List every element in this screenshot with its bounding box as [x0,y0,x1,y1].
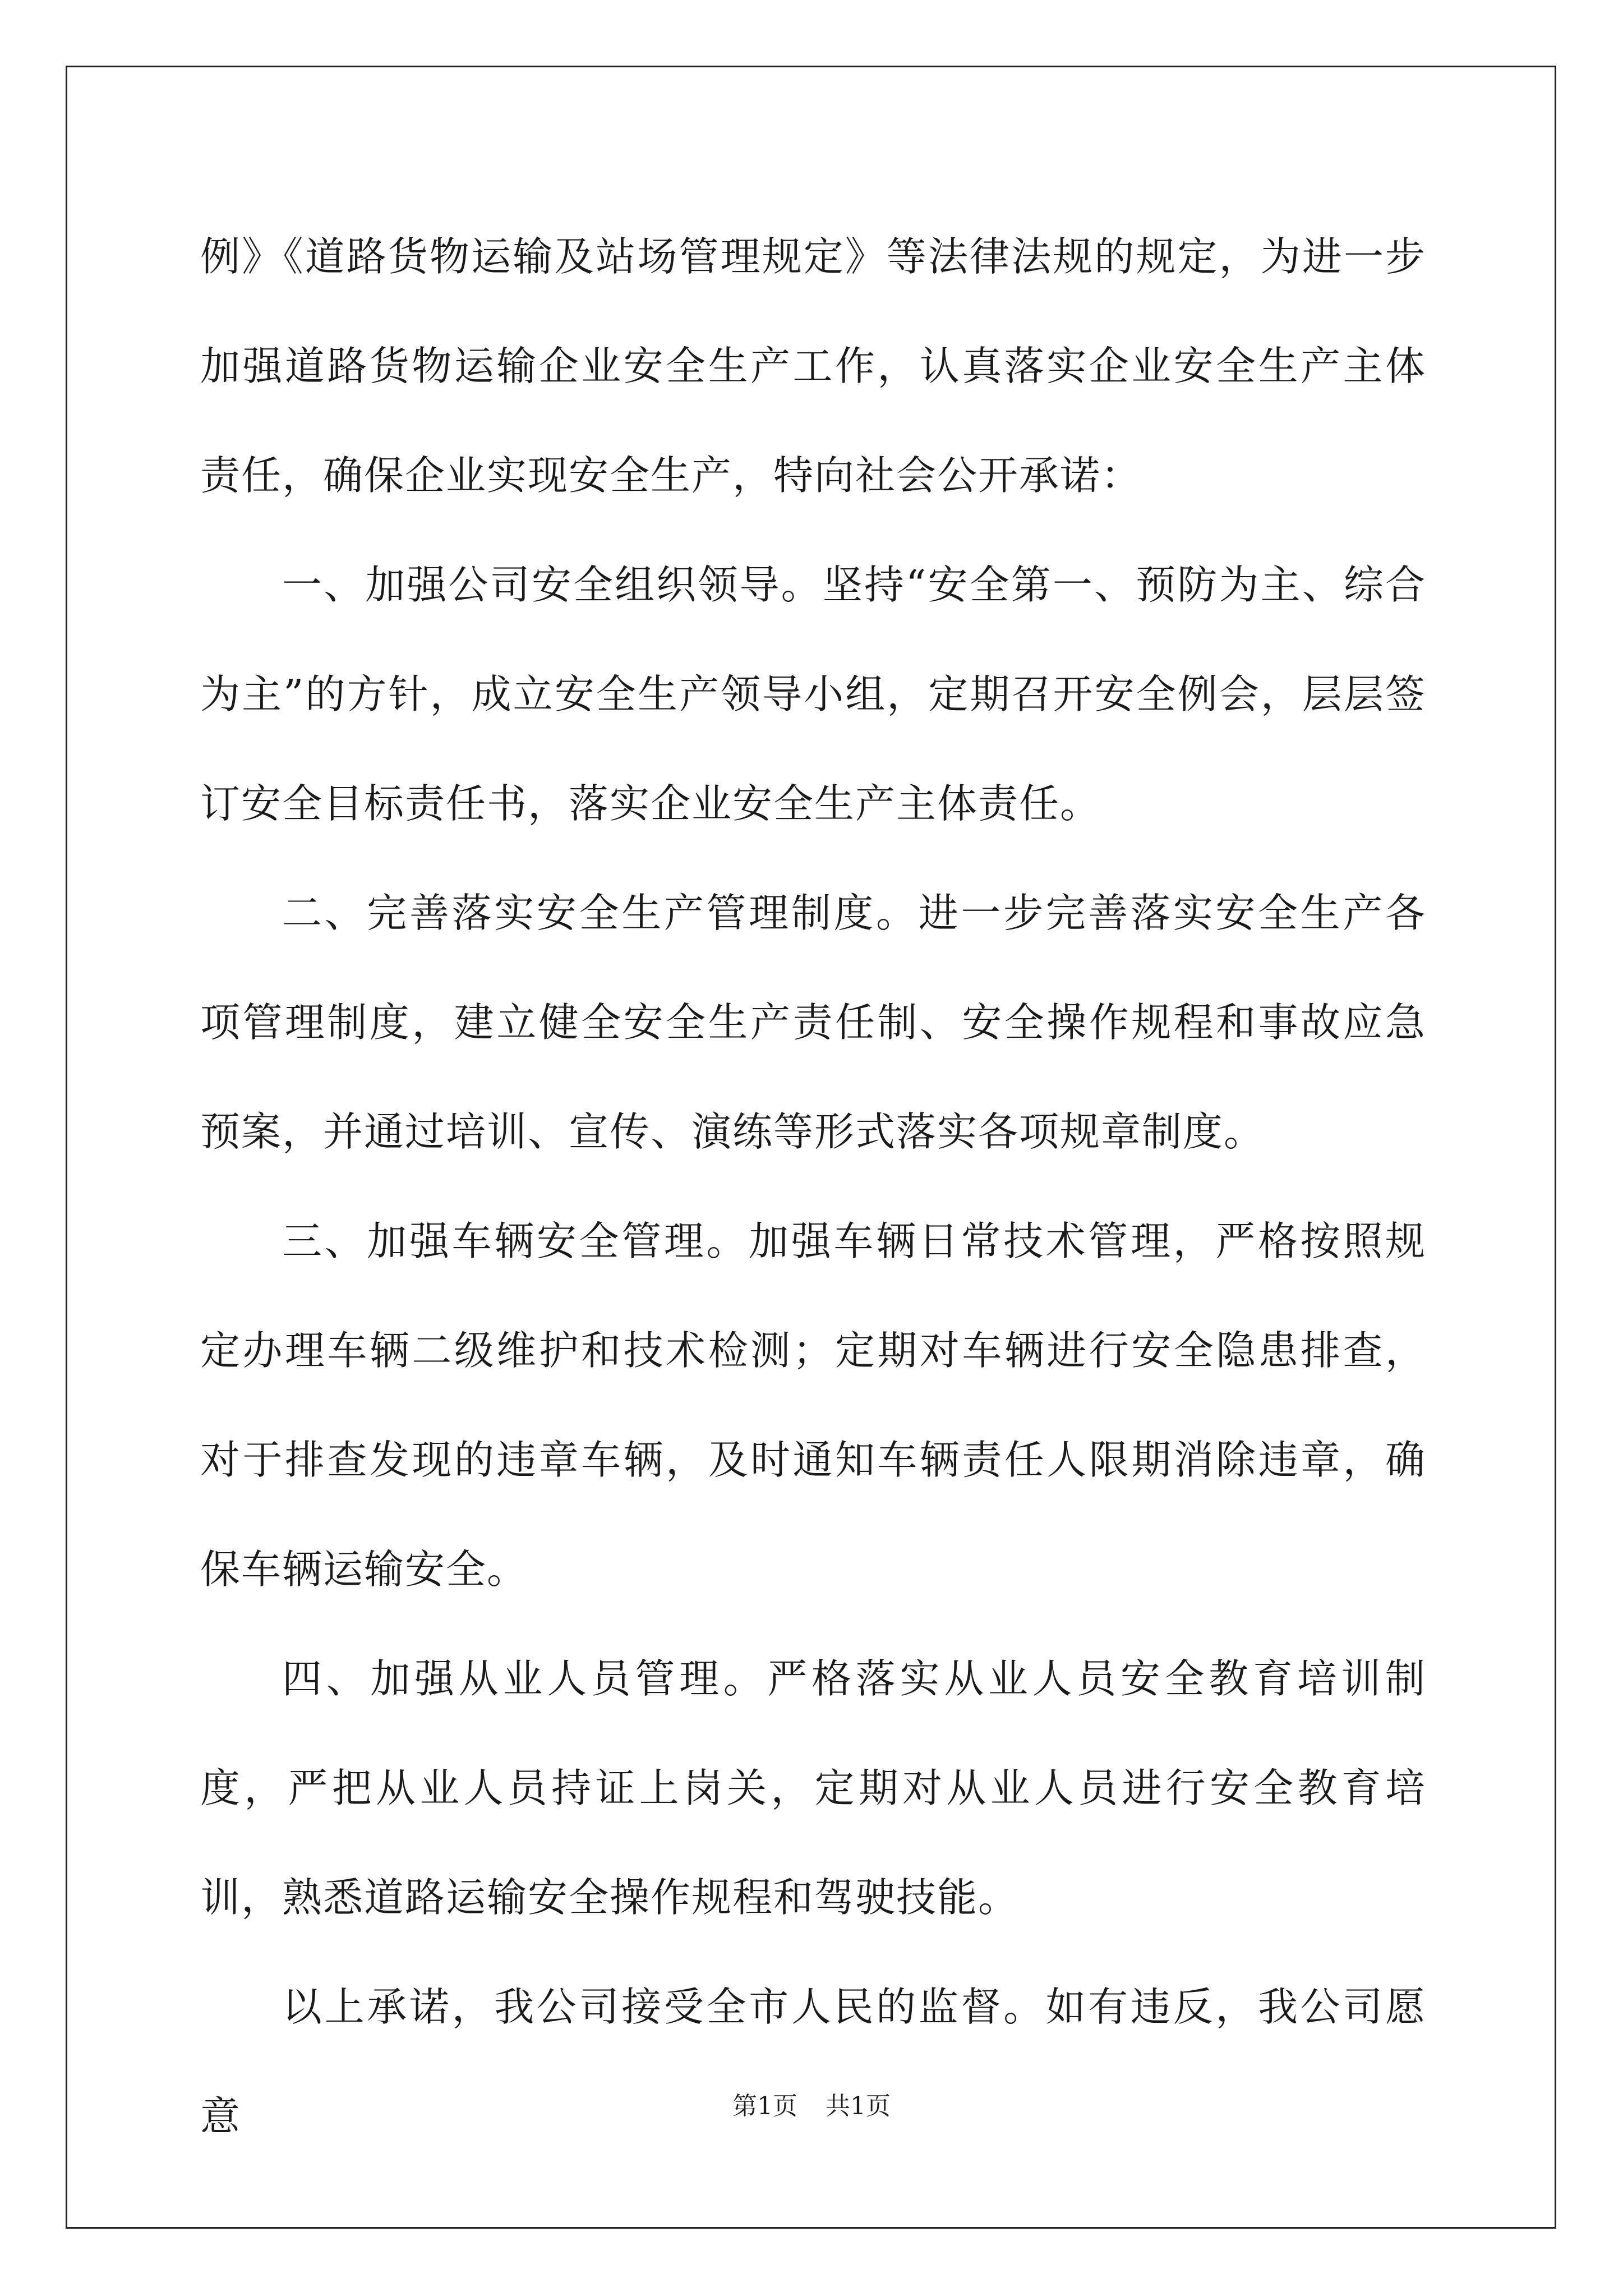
paragraph-preamble: 例》《道路货物运输及站场管理规定》等法律法规的规定，为进一步加强道路货物运输企业安全生产工作，认真落实企业安全生产主体责任，确保企业实现安全生产，特向社会公开承诺： [200,233,1426,499]
paragraph-item-3: 三、加强车辆安全管理。加强车辆日常技术管理，严格按照规定办理车辆二级维护和技术检测；定期对车辆进行安全隐患排查，对于排查发现的违章车辆，及时通知车辆责任人限期消除违章，确保车辆运输安全。 [200,1218,1426,1593]
paragraph-closing: 以上承诺，我公司接受全市人民的监督。如有违反，我公司愿意 [200,1984,1426,2139]
paragraph-item-4: 四、加强从业人员管理。严格落实从业人员安全教育培训制度，严把从业人员持证上岗关，定期对从业人员进行安全教育培训，熟悉道路运输安全操作规程和驾驶技能。 [200,1655,1426,1921]
page-total: 共1页 [826,2092,891,2120]
document-body [200,202,1426,2171]
page-number: 第1页 [732,2092,797,2120]
paragraph-item-1: 一、加强公司安全组织领导。坚持“安全第一、预防为主、综合为主”的方针，成立安全生产领导小组，定期召开安全例会，层层签订安全目标责任书，落实企业安全生产主体责任。 [200,562,1426,827]
paragraph-item-2: 二、完善落实安全生产管理制度。进一步完善落实安全生产各项管理制度，建立健全安全生产责任制、安全操作规程和事故应急预案，并通过培训、宣传、演练等形式落实各项规章制度。 [200,890,1426,1155]
page-footer [0,2090,1623,2123]
